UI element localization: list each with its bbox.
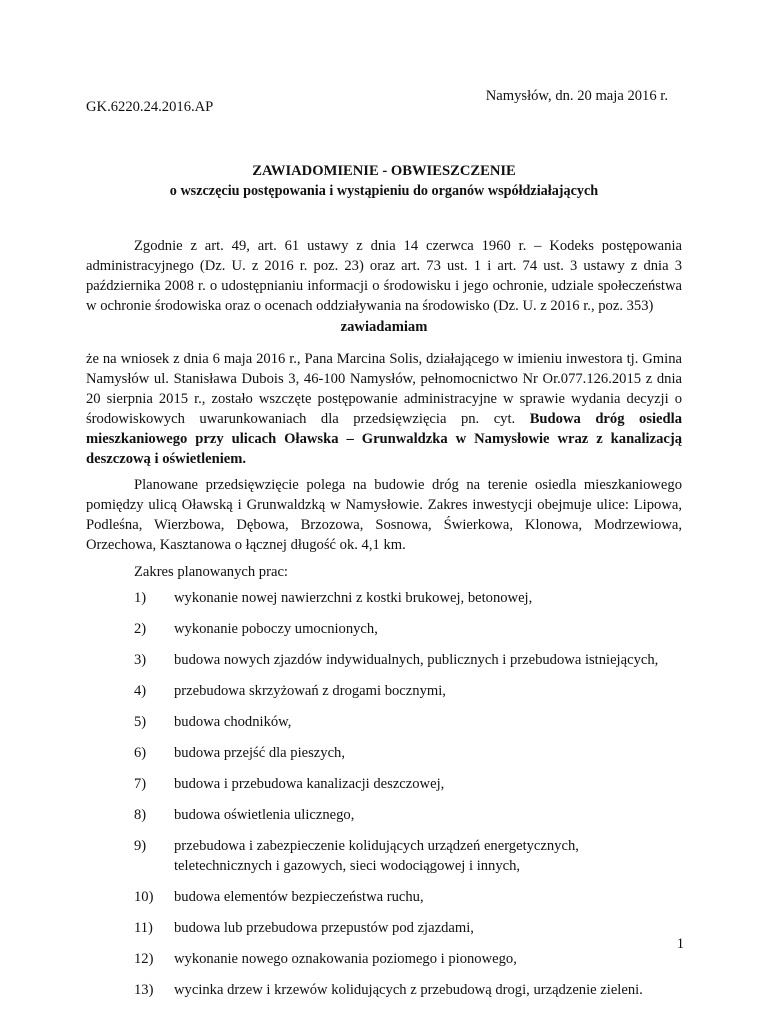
list-item-text: budowa oświetlenia ulicznego, xyxy=(174,807,355,823)
list-item xyxy=(86,980,682,1000)
list-item xyxy=(86,918,682,938)
title-block xyxy=(86,161,682,201)
list-item-text: budowa i przebudowa kanalizacji deszczowej, xyxy=(174,776,445,792)
works-list xyxy=(86,588,682,1000)
list-item-text: budowa przejść dla pieszych, xyxy=(174,745,346,761)
list-item-text: przebudowa skrzyżowań z drogami bocznymi, xyxy=(174,683,446,699)
list-item xyxy=(86,681,682,701)
list-item-number: 11) xyxy=(134,920,153,936)
list-item-text: wykonanie poboczy umocnionych, xyxy=(174,621,378,637)
main-paragraph-text: że na wniosek z dnia 6 maja 2016 r., Pana Marcina Solis, działającego w imieniu inwestora tj. Gmina Namysłów ul. Stanisława Dubois 3, 46-100 Namysłów, pełnomocnictwo Nr Or.077.126.2015 z dnia 20 sierpnia 2015 r., zostało wszczęte postępowanie administracyjne w sprawie wydania decyzji o środowiskowych uwarunkowaniach dla przedsięwzięcia pn. cyt. xyxy=(86,351,682,427)
list-item xyxy=(86,949,682,969)
place-date: Namysłów, dn. 20 maja 2016 r. xyxy=(485,88,668,104)
document-title: ZAWIADOMIENIE - OBWIESZCZENIE xyxy=(252,163,516,179)
list-item xyxy=(86,774,682,794)
list-item xyxy=(86,712,682,732)
list-item xyxy=(86,836,682,876)
list-item xyxy=(86,619,682,639)
list-item xyxy=(86,887,682,907)
list-item-text: wycinka drzew i krzewów kolidujących z przebudową drogi, urządzenie zieleni. xyxy=(174,982,643,998)
list-item-number: 7) xyxy=(134,776,147,792)
notice-word: zawiadamiam xyxy=(340,319,428,335)
list-item-text: budowa elementów bezpieczeństwa ruchu, xyxy=(174,889,424,905)
list-item-number: 1) xyxy=(134,590,147,606)
list-item-text: budowa chodników, xyxy=(174,714,292,730)
reference-number: GK.6220.24.2016.AP xyxy=(86,99,214,115)
legal-basis-paragraph: Zgodnie z art. 49, art. 61 ustawy z dnia 14 czerwca 1960 r. – Kodeks postępowania administracyjnego (Dz. U. z 2016 r. poz. 23) oraz art. 73 ust. 1 i art. 74 ust. 3 ustawy z dnia 3 października 2008 r. o udostępnianiu informacji o środowisku i jego ochronie, udziale społeczeństwa w ochronie środowiska oraz o ocenach oddziaływania na środowisko (Dz. U. z 2016 r., poz. 353) xyxy=(86,238,682,314)
list-item-number: 4) xyxy=(134,683,147,699)
list-item xyxy=(86,805,682,825)
document-body xyxy=(86,236,682,1011)
list-item xyxy=(86,650,682,670)
list-item-text: wykonanie nowego oznakowania poziomego i pionowego, xyxy=(174,951,517,967)
list-item-number: 10) xyxy=(134,889,154,905)
document-subtitle: o wszczęciu postępowania i wystąpieniu do organów współdziałających xyxy=(169,183,599,199)
list-item-number: 3) xyxy=(134,652,147,668)
scope-heading: Zakres planowanych prac: xyxy=(134,564,288,580)
page-number: 1 xyxy=(676,936,684,952)
list-item-number: 13) xyxy=(134,982,154,998)
list-item-number: 9) xyxy=(134,838,147,854)
list-item-number: 6) xyxy=(134,745,147,761)
list-item xyxy=(86,743,682,763)
list-item-number: 2) xyxy=(134,621,147,637)
list-item-text: budowa lub przebudowa przepustów pod zjazdami, xyxy=(174,920,474,936)
list-item-text: przebudowa i zabezpieczenie kolidujących urządzeń energetycznych, teletechnicznych i gazowych, sieci wodociągowej i innych, xyxy=(174,838,579,874)
list-item xyxy=(86,588,682,608)
list-item-text: budowa nowych zjazdów indywidualnych, publicznych i przebudowa istniejących, xyxy=(174,652,659,668)
list-item-number: 5) xyxy=(134,714,147,730)
project-name: Budowa dróg osiedla mieszkaniowego przy ulicach Oławska – Grunwaldzka w Namysłowie wraz z kanalizacją deszczową i oświetleniem. xyxy=(86,411,682,467)
main-paragraph xyxy=(86,349,682,469)
list-item-text: wykonanie nowej nawierzchni z kostki brukowej, betonowej, xyxy=(174,590,533,606)
list-item-number: 8) xyxy=(134,807,147,823)
description-paragraph: Planowane przedsięwzięcie polega na budowie dróg na terenie osiedla mieszkaniowego pomiędzy ulicą Oławską i Grunwaldzką w Namysłowie. Zakres inwestycji obejmuje ulice: Lipowa, Podleśna, Wierzbowa, Dębowa, Brzozowa, Sosnowa, Świerkowa, Klonowa, Modrzewiowa, Orzechowa, Kasztanowa o łącznej długość ok. 4,1 km. xyxy=(86,477,682,553)
list-item-number: 12) xyxy=(134,951,154,967)
